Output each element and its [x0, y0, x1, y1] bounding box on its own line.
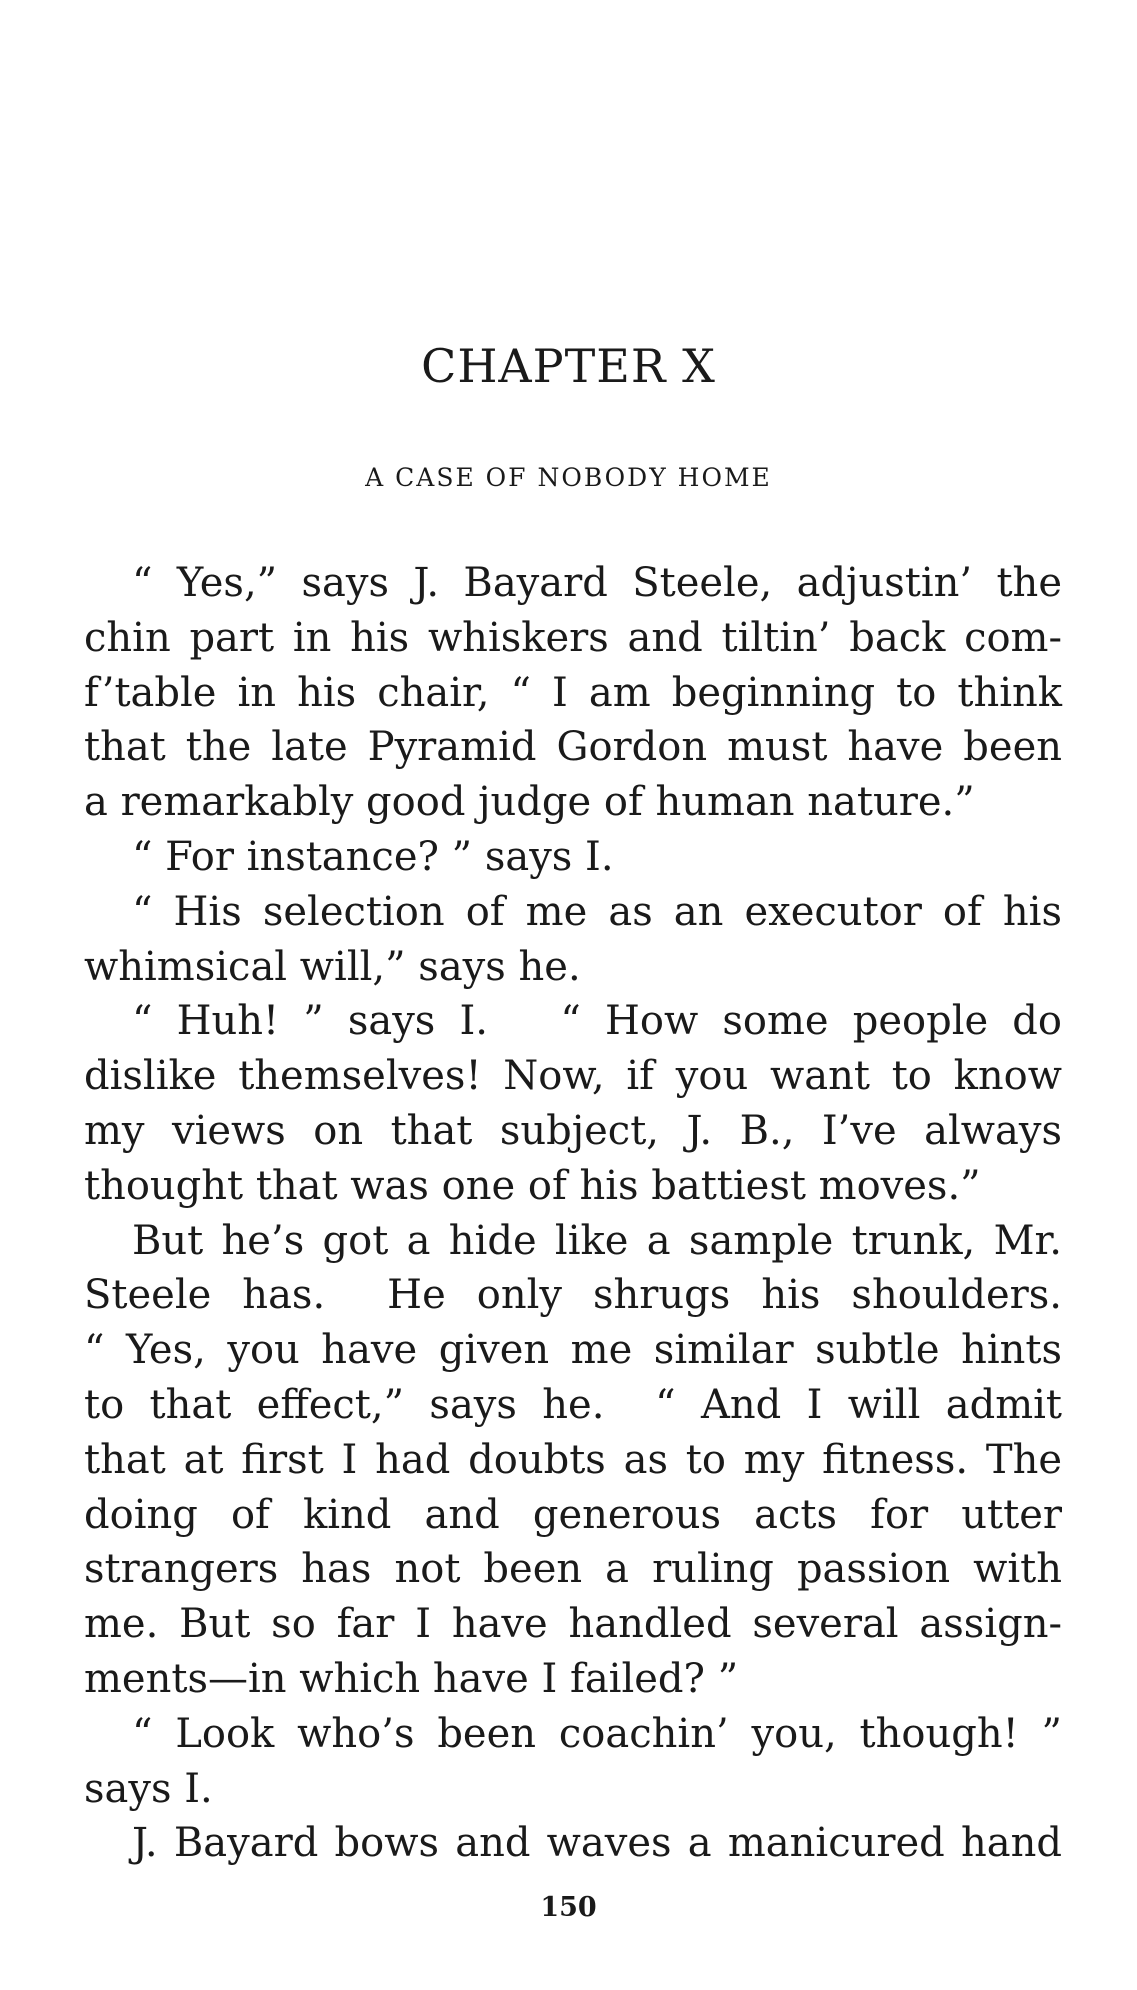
- text-line: that the late Pyramid Gordon must have been: [84, 724, 1062, 771]
- text-line: ments—in which have I failed? ”: [84, 1655, 739, 1702]
- text-line: But he’s got a hide like a sample trunk, Mr.: [132, 1217, 1062, 1264]
- text-line: “ His selection of me as an executor of his: [132, 888, 1062, 935]
- text-line: a remarkably good judge of human nature.”: [84, 779, 975, 826]
- text-line: “ For instance? ” says I.: [132, 833, 614, 880]
- text-line: “ Look who’s been coachin’ you, though! ”: [132, 1710, 1062, 1757]
- chapter-subtitle: A CASE OF NOBODY HOME: [365, 463, 772, 492]
- text-line: that at first I had doubts as to my fitness. The: [84, 1436, 1062, 1483]
- text-line: my views on that subject, J. B., I’ve always: [84, 1107, 1062, 1154]
- text-line: to that effect,” says he. “ And I will admit: [84, 1381, 1062, 1428]
- text-line: strangers has not been a ruling passion with: [84, 1546, 1062, 1593]
- text-line: “ Huh! ” says I. “ How some people do: [132, 998, 1062, 1045]
- text-line: says I.: [84, 1765, 213, 1812]
- text-line: chin part in his whiskers and tiltin’ back com-: [84, 614, 1062, 661]
- text-line: dislike themselves! Now, if you want to know: [84, 1053, 1062, 1100]
- text-line: “ Yes,” says J. Bayard Steele, adjustin’ the: [132, 560, 1062, 606]
- text-line: me. But so far I have handled several assign-: [84, 1601, 1062, 1648]
- text-line: thought that was one of his battiest moves.”: [84, 1162, 981, 1209]
- text-line: doing of kind and generous acts for utter: [84, 1491, 1062, 1538]
- text-line: whimsical will,” says he.: [84, 943, 581, 990]
- text-line: J. Bayard bows and waves a manicured hand: [132, 1820, 1062, 1867]
- text-line: Steele has. He only shrugs his shoulders.: [84, 1272, 1062, 1319]
- text-line: “ Yes, you have given me similar subtle hints: [84, 1327, 1062, 1374]
- body-text: [84, 556, 1062, 1871]
- chapter-title: CHAPTER X: [421, 339, 716, 393]
- text-line: f’table in his chair, “ I am beginning to think: [84, 669, 1062, 716]
- page-number: 150: [540, 1892, 597, 1923]
